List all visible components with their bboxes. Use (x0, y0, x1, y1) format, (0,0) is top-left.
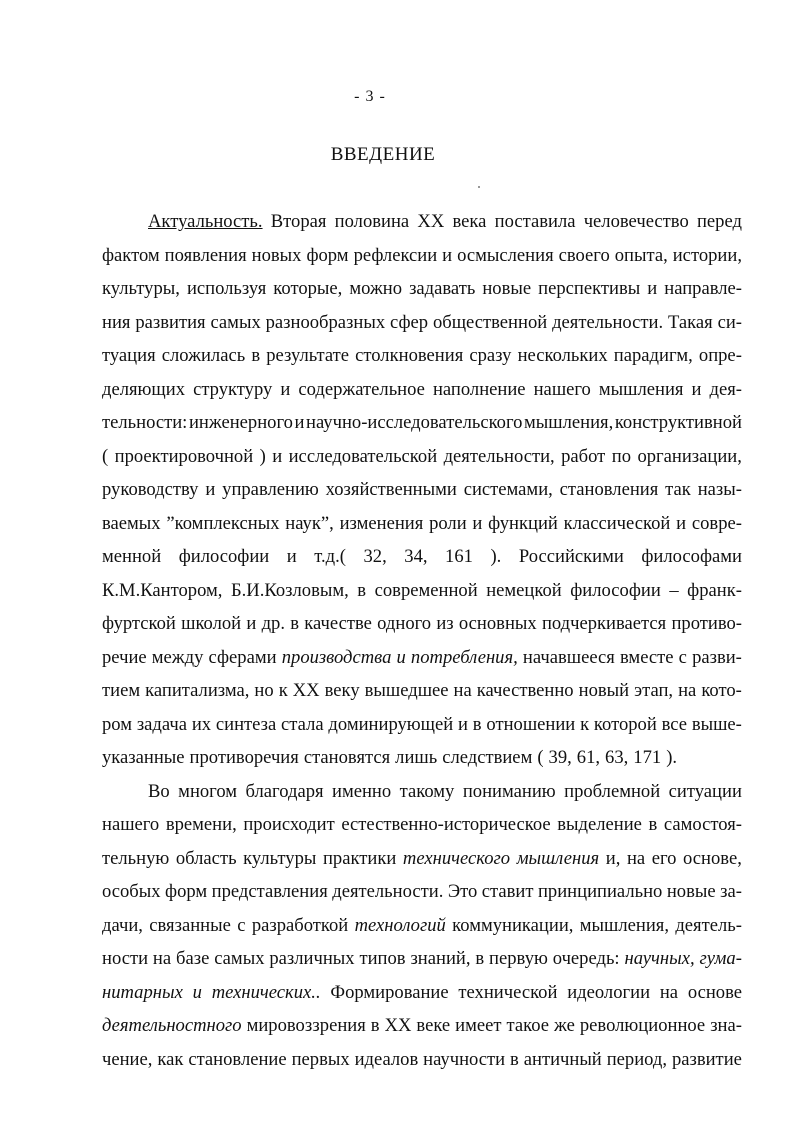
word: научных, (624, 948, 695, 969)
word: культуры (243, 847, 317, 869)
word: результате (266, 345, 349, 366)
word: роли (429, 512, 467, 534)
word: времени, (165, 814, 237, 835)
word: истории, (672, 244, 742, 266)
word: исследовательской (288, 445, 438, 467)
word: Формирование (330, 981, 449, 1003)
word: поставила (494, 211, 576, 232)
word: 34, (404, 546, 428, 567)
word: и (205, 479, 216, 500)
word: Российскими (518, 546, 624, 567)
word: их (191, 713, 212, 735)
word: тельную (102, 847, 170, 869)
word: 161 (445, 546, 473, 567)
word: имеет (455, 1015, 502, 1036)
word: к (278, 680, 288, 701)
word: менной (102, 546, 162, 567)
word: дея- (709, 378, 742, 400)
word: становятся (303, 747, 391, 768)
text-line (102, 808, 742, 842)
word: нескольких (517, 345, 608, 366)
word: самых (210, 311, 261, 333)
section-title: ВВЕДЕНИЕ (330, 144, 436, 165)
word: базе (176, 948, 210, 969)
text-line (102, 674, 742, 708)
word: на (453, 680, 472, 701)
word: конструктивной (614, 412, 742, 433)
word: веке (416, 1015, 451, 1036)
word: ( (102, 445, 109, 467)
word: становление (188, 1048, 287, 1070)
word: принципиально (537, 881, 663, 902)
word: человечество (583, 211, 689, 232)
word: в (290, 613, 300, 634)
word: немецкой (486, 579, 562, 601)
word: задавать (409, 278, 476, 299)
word: же (554, 1015, 575, 1036)
word: и (396, 646, 406, 668)
word: инженерного (188, 412, 293, 433)
word: новые (666, 881, 716, 902)
word: организации, (637, 445, 742, 467)
word: на (626, 847, 646, 869)
text-line (102, 440, 742, 474)
word: этап, (634, 680, 674, 701)
word: отношении (486, 713, 576, 735)
word: по (611, 445, 631, 467)
word: проблемной (564, 780, 661, 802)
word: происходит (243, 814, 335, 835)
word: новый (578, 680, 630, 701)
word: такое (506, 1015, 550, 1036)
word: вышедшее (364, 680, 449, 701)
word: самых (214, 948, 265, 969)
word: т.д.( (314, 546, 346, 567)
word: нашего (533, 378, 591, 400)
word: знаний, (410, 948, 471, 969)
word: XX (292, 680, 320, 701)
word: Вторая (270, 211, 327, 232)
word: благодаря (245, 780, 324, 802)
word: коммуникации, (452, 914, 574, 936)
word: развитие (671, 1048, 742, 1070)
word: потребления, (410, 646, 518, 668)
word: 61, (576, 747, 601, 768)
word: и (246, 613, 257, 634)
word: веку (324, 680, 360, 701)
word: задача (136, 713, 187, 735)
word: особых (102, 881, 161, 902)
word: перспективы (538, 278, 641, 299)
word: классической (563, 512, 671, 534)
word: разви- (692, 646, 742, 668)
text-line (102, 775, 742, 809)
word: одного (377, 613, 432, 634)
word: противо- (671, 613, 742, 634)
word: естественно-историческое (341, 814, 551, 835)
word: кото- (701, 680, 742, 701)
word: чение, (102, 1048, 153, 1070)
word: с (237, 914, 246, 936)
word: в (648, 814, 658, 835)
word: 39, (548, 747, 572, 768)
word: в (370, 1015, 380, 1036)
text-line (102, 708, 742, 742)
word: как (157, 1048, 184, 1070)
text-line (102, 909, 742, 943)
text-line (102, 306, 742, 340)
text-line (102, 507, 742, 541)
word: выделение (557, 814, 642, 835)
word: гума- (699, 948, 742, 969)
word: и (442, 244, 453, 266)
word: фуртской (102, 613, 176, 634)
word: противоречия (189, 747, 299, 768)
word: мышления (598, 378, 684, 400)
word: производства (281, 646, 392, 668)
word: технических.. (211, 981, 321, 1003)
word: культуры, (102, 278, 180, 299)
word: научности (423, 1048, 506, 1070)
word: которые, (273, 278, 343, 299)
word: технологий (354, 914, 446, 936)
text-line (102, 1043, 742, 1077)
word: идеалов (354, 1048, 419, 1070)
text-line (102, 942, 742, 976)
word: и (294, 412, 305, 433)
word: ваемых (102, 512, 161, 534)
text-line (102, 272, 742, 306)
word: вместе (619, 646, 674, 668)
word: используя (186, 278, 267, 299)
word: и (647, 278, 658, 299)
word: школой (181, 613, 242, 634)
word: деятельности, (443, 445, 555, 467)
text-line (102, 976, 742, 1010)
word: развития (135, 311, 206, 333)
word: типов (359, 948, 406, 969)
word: практики (322, 847, 397, 869)
word: структуру (193, 378, 273, 400)
word: и (458, 713, 468, 735)
word: зна- (710, 1015, 742, 1036)
word: многом (178, 780, 238, 802)
word: нашего (102, 814, 160, 835)
word: античный (523, 1048, 602, 1070)
word: опре- (698, 345, 742, 366)
word: качестве (304, 613, 372, 634)
word: форм (306, 244, 349, 266)
word: ( (537, 747, 544, 768)
word: речие (102, 646, 147, 668)
word: Актуальность. (148, 211, 263, 232)
word: деятельности. (332, 881, 444, 902)
word: синтеза (215, 713, 277, 735)
word: проектировочной (114, 445, 254, 467)
word: разработкой (251, 914, 349, 936)
text-line (102, 1009, 742, 1043)
word: первую (489, 948, 548, 969)
word: сложилась (161, 345, 246, 366)
word: 63, (605, 747, 629, 768)
word: рефлексии (353, 244, 438, 266)
word: так (665, 479, 691, 500)
word: мышления, (579, 914, 669, 936)
word: направле- (664, 278, 742, 299)
word: деляющих (102, 378, 186, 400)
word: деятельностного (102, 1015, 242, 1036)
word: и (286, 546, 297, 567)
word: тием (102, 680, 141, 701)
word: содержательное (298, 378, 425, 400)
word: XX (384, 1015, 412, 1036)
word: революционное (579, 1015, 706, 1036)
word: технической (458, 981, 558, 1003)
word: идеологии (567, 981, 651, 1003)
word: указанные (102, 747, 185, 768)
word: сразу (469, 345, 512, 366)
word: и (472, 512, 483, 534)
word: парадигм, (613, 345, 693, 366)
text-line (102, 741, 742, 775)
word: мировоззрения (246, 1015, 366, 1036)
word: наполнение (432, 378, 526, 400)
word: и (676, 512, 687, 534)
word: фактом (102, 244, 160, 266)
word: дачи, (102, 914, 143, 936)
word: века (452, 211, 487, 232)
word: начавшееся (522, 646, 615, 668)
word: туация (102, 345, 156, 366)
word: новых (251, 244, 302, 266)
word: подчеркивается (541, 613, 667, 634)
word: за- (720, 881, 742, 902)
word: появления (164, 244, 247, 266)
word: в (251, 345, 261, 366)
word: сфер (390, 311, 429, 333)
word: из (436, 613, 454, 634)
word: именно (332, 780, 392, 802)
word: и (280, 378, 291, 400)
word: системами, (463, 479, 553, 500)
word: и (192, 981, 202, 1003)
word: философии (178, 546, 270, 567)
text-line (102, 406, 742, 440)
text-line (102, 239, 742, 273)
word: на (152, 948, 172, 969)
word: философии (570, 579, 661, 601)
word: в (510, 1048, 519, 1070)
text-line (102, 641, 742, 675)
word: новые (482, 278, 532, 299)
word: современной (374, 579, 478, 601)
word: тельности: (102, 412, 188, 433)
word: Во (148, 780, 170, 802)
word: Б.И.Козловым, (230, 579, 349, 601)
word: пониманию (462, 780, 556, 802)
text-line (102, 205, 742, 239)
word: и, (605, 847, 621, 869)
word: лишь (395, 747, 438, 768)
text-line (102, 842, 742, 876)
word: половина (334, 211, 410, 232)
scan-speck (478, 186, 480, 188)
word: такому (399, 780, 455, 802)
word: самостоя- (663, 814, 742, 835)
word: К.М.Кантором, (102, 579, 223, 601)
word: и (272, 445, 283, 467)
text-line (102, 373, 742, 407)
text-line (102, 574, 742, 608)
word: Это (447, 881, 478, 902)
text-line (102, 875, 742, 909)
word: к (580, 713, 590, 735)
word: мышления (516, 847, 600, 869)
word: различных (269, 948, 355, 969)
word: стала (281, 713, 324, 735)
word: руководству (102, 479, 199, 500)
word: в (472, 713, 482, 735)
word: ). (666, 747, 678, 768)
word: на (678, 680, 697, 701)
word: первых (291, 1048, 350, 1070)
word: на (659, 981, 679, 1003)
word: можно (349, 278, 403, 299)
word: хозяйственными (325, 479, 457, 500)
word: франк- (687, 579, 742, 601)
word: в (475, 948, 485, 969)
word: нитарных (102, 981, 183, 1003)
word: 32, (363, 546, 387, 567)
word: основе (687, 981, 742, 1003)
word: деятельности. (552, 311, 664, 333)
word: представления (211, 881, 328, 902)
word: своего (558, 244, 610, 266)
word: философами (641, 546, 742, 567)
word: область (175, 847, 237, 869)
word: назы- (697, 479, 742, 500)
word: – (669, 579, 679, 601)
word: которой (593, 713, 657, 735)
text-line (102, 540, 742, 574)
word: ) (259, 445, 266, 467)
page-number: - 3 - (354, 88, 386, 105)
word: становления (559, 479, 659, 500)
word: форм (165, 881, 208, 902)
word: наук”, (285, 512, 334, 534)
word: совре- (691, 512, 742, 534)
word: столкновения (355, 345, 464, 366)
word: ситуации (668, 780, 742, 802)
word: выше- (691, 713, 742, 735)
word: но (254, 680, 274, 701)
word: связанные (149, 914, 231, 936)
word: в (357, 579, 367, 601)
word: следствием (442, 747, 533, 768)
word: ром (102, 713, 133, 735)
word: ”комплексных (166, 512, 280, 534)
word: его (651, 847, 677, 869)
word: 171 (633, 747, 662, 768)
word: технического (402, 847, 511, 869)
word: мышления, (524, 412, 614, 433)
word: изменения (339, 512, 424, 534)
word: деятель- (675, 914, 742, 936)
word: ния (102, 311, 131, 333)
word: ). (490, 546, 502, 567)
word: разнообразных (265, 311, 386, 333)
word: основных (458, 613, 537, 634)
word: си- (717, 311, 742, 333)
word: и (691, 378, 702, 400)
word: все (661, 713, 688, 735)
text-line (102, 607, 742, 641)
text-line (102, 339, 742, 373)
word: доминирующей (328, 713, 454, 735)
word: управлению (222, 479, 319, 500)
word: др. (261, 613, 285, 634)
word: осмысления (457, 244, 554, 266)
word: опыта, (614, 244, 668, 266)
word: научно-исследовательского (306, 412, 523, 433)
word: основе, (683, 847, 742, 869)
word: качественно (476, 680, 574, 701)
word: период, (606, 1048, 668, 1070)
word: перед (696, 211, 742, 232)
word: работ (561, 445, 606, 467)
word: ставит (481, 881, 534, 902)
text-line (102, 473, 742, 507)
word: между (151, 646, 204, 668)
word: капитализма, (145, 680, 250, 701)
word: ности (102, 948, 149, 969)
word: сферами (208, 646, 277, 668)
body-text (102, 205, 742, 1076)
word: с (678, 646, 687, 668)
word: XX (417, 211, 445, 232)
word: функций (488, 512, 558, 534)
word: Такая (668, 311, 713, 333)
word: очередь: (552, 948, 620, 969)
word: общественной (432, 311, 548, 333)
